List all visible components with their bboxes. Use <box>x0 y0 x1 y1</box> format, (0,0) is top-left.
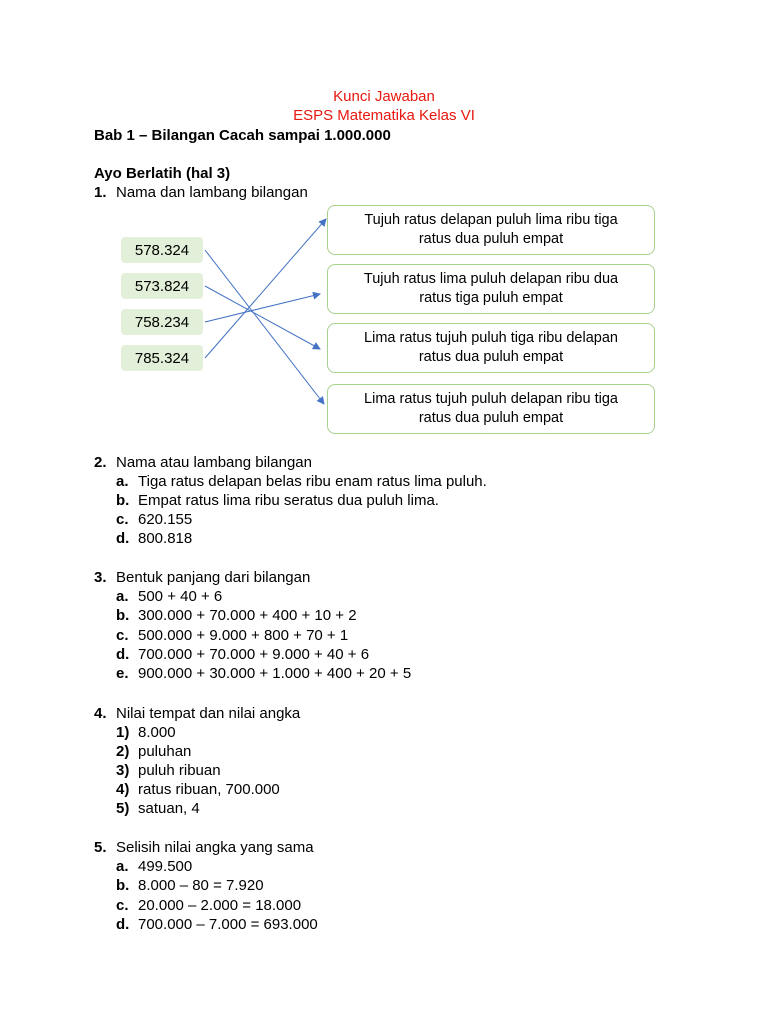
q2-item-a <box>116 472 487 491</box>
q2-heading <box>94 453 312 472</box>
q1-number: 1. <box>94 184 107 201</box>
q5-item-d <box>116 915 318 934</box>
q3-item-text: 500.000 + 9.000 + 800 + 70 + 1 <box>138 627 349 644</box>
section-title: Ayo Berlatih (hal 3) <box>94 165 231 182</box>
q2-title: Nama atau lambang bilangan <box>116 454 312 471</box>
q5-number: 5. <box>94 839 107 856</box>
q2-item-label: b. <box>116 492 130 509</box>
q3-title: Bentuk panjang dari bilangan <box>116 569 311 586</box>
q3-item-c <box>116 626 348 645</box>
answer-box-4: Lima ratus tujuh puluh delapan ribu tiga ratus dua puluh empat <box>327 384 655 434</box>
q4-title: Nilai tempat dan nilai angka <box>116 705 301 722</box>
number-box-2: 573.824 <box>121 273 203 299</box>
chapter-title: Bab 1 – Bilangan Cacah sampai 1.000.000 <box>94 127 391 144</box>
q2-item-label: d. <box>116 530 130 547</box>
q4-item-text: 8.000 <box>138 724 176 741</box>
q4-item-text: puluhan <box>138 743 192 760</box>
q2-item-label: c. <box>116 511 129 528</box>
q2-item-d <box>116 529 192 548</box>
q4-item-2 <box>116 742 191 761</box>
q2-item-text: 620.155 <box>138 511 193 528</box>
q3-item-text: 300.000 + 70.000 + 400 + 10 + 2 <box>138 607 357 624</box>
number-box-4: 785.324 <box>121 345 203 371</box>
q5-item-text: 499.500 <box>138 858 193 875</box>
q3-item-label: b. <box>116 607 130 624</box>
q4-item-label: 5) <box>116 800 130 817</box>
arrow-785324 <box>205 219 326 358</box>
q4-item-text: satuan, 4 <box>138 800 200 817</box>
arrow-578324 <box>205 250 324 404</box>
q4-item-label: 1) <box>116 724 130 741</box>
q3-item-text: 900.000 + 30.000 + 1.000 + 400 + 20 + 5 <box>138 665 412 682</box>
q4-item-text: ratus ribuan, 700.000 <box>138 781 280 798</box>
q3-item-text: 700.000 + 70.000 + 9.000 + 40 + 6 <box>138 646 370 663</box>
q3-number: 3. <box>94 569 107 586</box>
q3-item-label: e. <box>116 665 129 682</box>
q4-item-1 <box>116 723 176 742</box>
q5-item-c <box>116 896 301 915</box>
q2-number: 2. <box>94 454 107 471</box>
q3-heading <box>94 568 310 587</box>
q2-item-label: a. <box>116 473 129 490</box>
q5-item-label: a. <box>116 858 129 875</box>
q5-item-text: 8.000 – 80 = 7.920 <box>138 877 264 894</box>
q5-item-label: b. <box>116 877 130 894</box>
q4-number: 4. <box>94 705 107 722</box>
number-box-1: 578.324 <box>121 237 203 263</box>
q3-item-label: c. <box>116 627 129 644</box>
q3-item-a <box>116 587 222 606</box>
q5-item-text: 700.000 – 7.000 = 693.000 <box>138 916 318 933</box>
q5-item-label: c. <box>116 897 129 914</box>
q5-heading <box>94 838 314 857</box>
q4-item-label: 4) <box>116 781 130 798</box>
q2-item-b <box>116 491 439 510</box>
q5-item-b <box>116 876 264 895</box>
q3-item-label: a. <box>116 588 129 605</box>
q4-item-5 <box>116 799 200 818</box>
q3-item-b <box>116 606 357 625</box>
q3-item-text: 500 + 40 + 6 <box>138 588 223 605</box>
q3-item-d <box>116 645 369 664</box>
q5-title: Selisih nilai angka yang sama <box>116 839 314 856</box>
q3-item-label: d. <box>116 646 130 663</box>
q1-title: Nama dan lambang bilangan <box>116 184 308 201</box>
q4-item-3 <box>116 761 221 780</box>
q2-item-text: Empat ratus lima ribu seratus dua puluh lima. <box>138 492 439 509</box>
answer-box-2: Tujuh ratus lima puluh delapan ribu dua ratus tiga puluh empat <box>327 264 655 314</box>
answer-box-3: Lima ratus tujuh puluh tiga ribu delapan ratus dua puluh empat <box>327 323 655 373</box>
number-box-3: 758.234 <box>121 309 203 335</box>
answer-box-1: Tujuh ratus delapan puluh lima ribu tiga ratus dua puluh empat <box>327 205 655 255</box>
q2-item-c <box>116 510 192 529</box>
q2-item-text: 800.818 <box>138 530 193 547</box>
q4-item-label: 2) <box>116 743 130 760</box>
q5-item-label: d. <box>116 916 130 933</box>
q5-item-a <box>116 857 192 876</box>
q5-item-text: 20.000 – 2.000 = 18.000 <box>138 897 302 914</box>
header-line-1: Kunci Jawaban <box>333 88 435 105</box>
q4-item-label: 3) <box>116 762 130 779</box>
q2-item-text: Tiga ratus delapan belas ribu enam ratus lima puluh. <box>138 473 487 490</box>
q3-item-e <box>116 664 411 683</box>
q4-item-4 <box>116 780 280 799</box>
header-line-2: ESPS Matematika Kelas VI <box>293 107 475 124</box>
q4-heading <box>94 704 300 723</box>
q4-item-text: puluh ribuan <box>138 762 221 779</box>
